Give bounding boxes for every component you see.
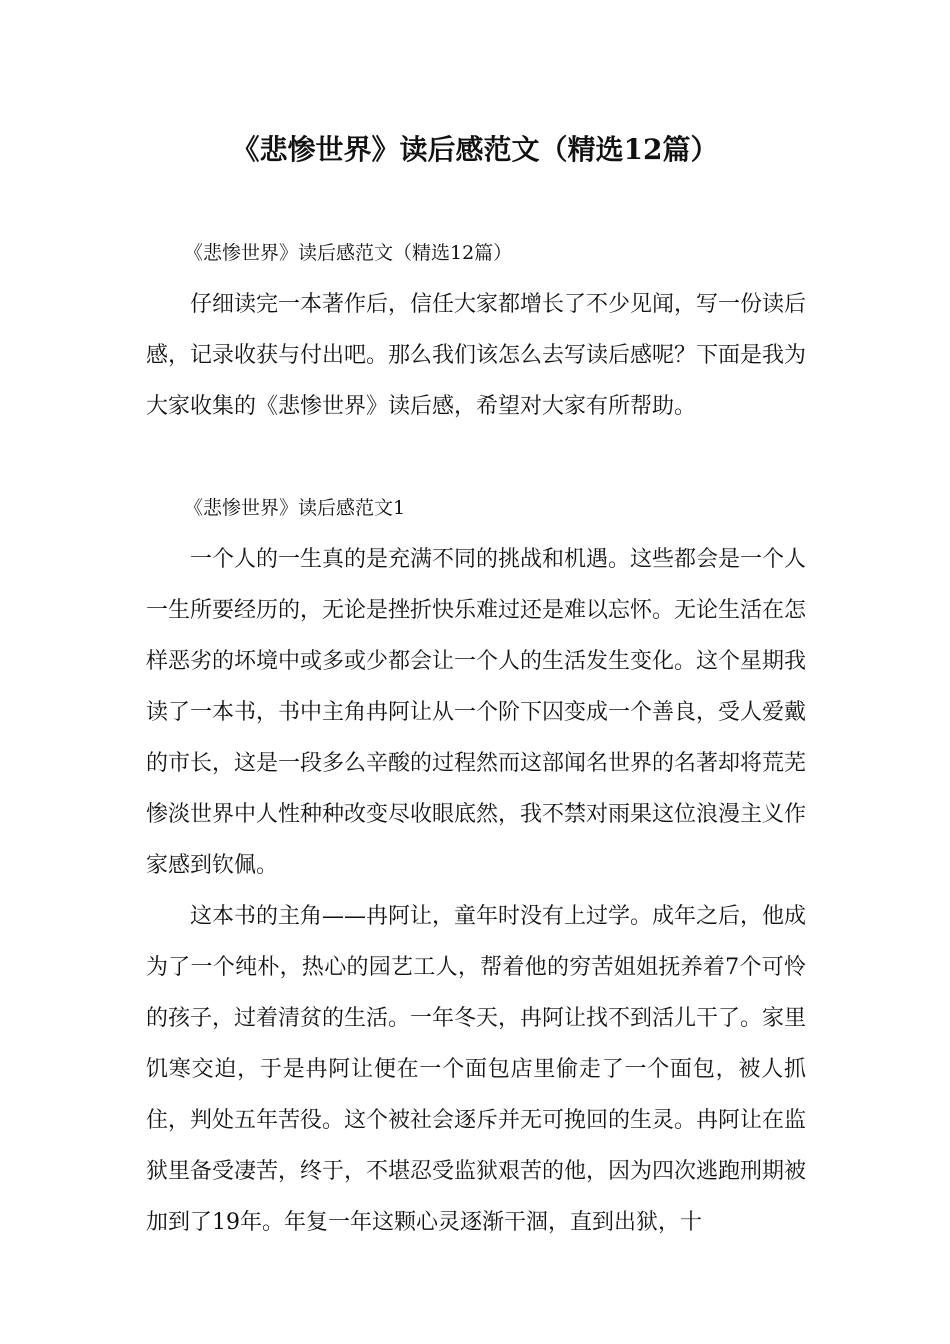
- paragraph-spacer: [146, 432, 806, 483]
- intro-paragraph: 仔细读完一本著作后，信任大家都增长了不少见闻，写一份读后感，记录收获与付出吧。那么我们该怎么去写读后感呢？下面是我为大家收集的《悲惨世界》读后感，希望对大家有所帮助。: [146, 292, 807, 419]
- section-heading: 《悲惨世界》读后感范文1: [184, 497, 406, 519]
- body-paragraph: 一个人的一生真的是充满不同的挑战和机遇。这些都会是一个人一生所要经历的，无论是挫折快乐难过还是难以忘怀。无论生活在怎样恶劣的坏境中或多或少都会让一个人的生活发生变化。这个星期我读了一本书，书中主角冉阿让从一个阶下囚变成一个善良，受人爱戴的市长，这是一段多么辛酸的过程然而这部闻名世界的名著却将荒芜惨淡世界中人性种种改变尽收眼底然，我不禁对雨果这位浪漫主义作家感到钦佩。: [146, 547, 807, 878]
- body-paragraph: 这本书的主角——冉阿让，童年时没有上过学。成年之后，他成为了一个纯朴，热心的园艺工人，帮着他的穷苦姐姐抚养着7个可怜的孩子，过着清贫的生活。一年冬天，冉阿让找不到活儿干了。家里饥寒交迫，于是冉阿让便在一个面包店里偷走了一个面包，被人抓住，判处五年苦役。这个被社会逐斥并无可挽回的生灵。冉阿让在监狱里备受凄苦，终于，不堪忍受监狱艰苦的他，因为四次逃跑刑期被加到了19年。年复一年这颗心灵逐渐干涸，直到出狱，十: [146, 904, 807, 1235]
- document-body: [146, 228, 806, 1248]
- document-title: 《悲惨世界》读后感范文（精选12篇）: [231, 133, 719, 166]
- subtitle-paragraph: 《悲惨世界》读后感范文（精选12篇）: [184, 242, 513, 264]
